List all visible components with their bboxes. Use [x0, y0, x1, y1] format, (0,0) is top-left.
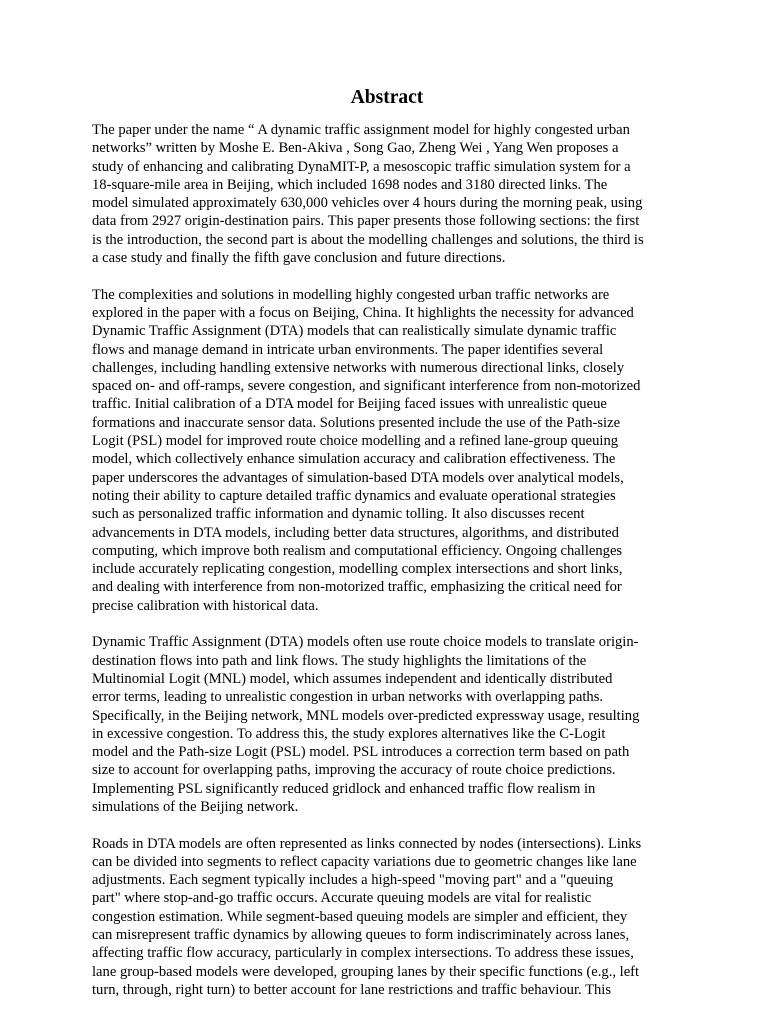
- text-line: congestion estimation. While segment-based queuing models are simpler and efficient, they: [92, 908, 628, 925]
- text-line: advancements in DTA models, including better data structures, algorithms, and distributed: [92, 524, 619, 541]
- text-line: Roads in DTA models are often represented as links connected by nodes (intersections). Links: [92, 835, 642, 852]
- abstract-body: [92, 121, 682, 999]
- text-line: in excessive congestion. To address this, the study explores alternatives like the C-Logit: [92, 725, 606, 742]
- text-line: Dynamic Traffic Assignment (DTA) models that can realistically simulate dynamic traffic: [92, 323, 617, 340]
- text-line: Logit (PSL) model for improved route choice modelling and a refined lane-group queuing: [92, 433, 619, 450]
- text-line: model simulated approximately 630,000 vehicles over 4 hours during the morning peak, using: [92, 195, 643, 212]
- text-line: part" where stop-and-go traffic occurs. Accurate queuing models are vital for realistic: [92, 890, 592, 907]
- text-line: model and the Path-size Logit (PSL) model. PSL introduces a correction term based on path: [92, 744, 630, 761]
- text-line: 18-square-mile area in Beijing, which included 1698 nodes and 3180 directed links. The: [92, 176, 608, 193]
- text-line: study of enhancing and calibrating DynaMIT-P, a mesoscopic traffic simulation system for a: [92, 158, 631, 175]
- text-line: and dealing with interference from non-motorized traffic, emphasizing the critical need for: [92, 579, 622, 596]
- text-line: a case study and finally the fifth gave conclusion and future directions.: [92, 250, 506, 267]
- text-line: turn, through, right turn) to better account for lane restrictions and traffic behaviour. This: [92, 981, 612, 998]
- text-line: data from 2927 origin-destination pairs. This paper presents those following sections: the first: [92, 213, 640, 230]
- text-line: flows and manage demand in intricate urban environments. The paper identifies several: [92, 341, 604, 358]
- paragraph: [92, 835, 682, 1000]
- text-line: simulations of the Beijing network.: [92, 798, 299, 815]
- text-line: The complexities and solutions in modelling highly congested urban traffic networks are: [92, 286, 610, 303]
- text-line: can misrepresent traffic dynamics by allowing queues to form indiscriminately across lanes,: [92, 927, 630, 944]
- text-line: formations and inaccurate sensor data. Solutions presented include the use of the Path-size: [92, 414, 621, 431]
- text-line: networks” written by Moshe E. Ben-Akiva , Song Gao, Zheng Wei , Yang Wen proposes a: [92, 140, 619, 157]
- text-line: such as personalized traffic information and dynamic tolling. It also discusses recent: [92, 506, 585, 523]
- text-line: size to account for overlapping paths, improving the accuracy of route choice predictions.: [92, 762, 616, 779]
- text-line: adjustments. Each segment typically includes a high-speed "moving part" and a "queuing: [92, 872, 614, 889]
- paragraph: [92, 121, 682, 267]
- text-line: lane group-based models were developed, grouping lanes by their specific functions (e.g., left: [92, 963, 640, 980]
- text-line: spaced on- and off-ramps, severe congestion, and significant interference from non-motorized: [92, 378, 641, 395]
- paragraph: [92, 633, 682, 816]
- abstract-title: Abstract: [350, 87, 424, 108]
- text-line: explored in the paper with a focus on Beijing, China. It highlights the necessity for advanced: [92, 304, 634, 321]
- text-line: challenges, including handling extensive networks with numerous directional links, closely: [92, 359, 625, 376]
- text-line: affecting traffic flow accuracy, particularly in complex intersections. To address these issues,: [92, 945, 634, 962]
- text-line: paper underscores the advantages of simulation-based DTA models over analytical models,: [92, 469, 624, 486]
- text-line: is the introduction, the second part is about the modelling challenges and solutions, the third is: [92, 231, 644, 248]
- text-line: error terms, leading to unrealistic congestion in urban networks with overlapping paths.: [92, 689, 604, 706]
- text-line: computing, which improve both realism and computational efficiency. Ongoing challenges: [92, 542, 623, 559]
- text-line: destination flows into path and link flows. The study highlights the limitations of the: [92, 652, 587, 669]
- paragraph: [92, 286, 682, 615]
- document-page: [92, 84, 682, 1018]
- text-line: include accurately replicating congestion, modelling complex intersections and short links,: [92, 561, 623, 578]
- text-line: traffic. Initial calibration of a DTA model for Beijing faced issues with unrealistic queue: [92, 396, 607, 413]
- text-line: Specifically, in the Beijing network, MNL models over-predicted expressway usage, resulting: [92, 707, 640, 724]
- text-line: Multinomial Logit (MNL) model, which assumes independent and identically distributed: [92, 670, 613, 687]
- text-line: precise calibration with historical data.: [92, 597, 319, 614]
- text-line: Dynamic Traffic Assignment (DTA) models often use route choice models to translate origin-: [92, 634, 639, 651]
- text-line: model, which collectively enhance simulation accuracy and calibration effectiveness. The: [92, 451, 616, 468]
- text-line: noting their ability to capture detailed traffic dynamics and evaluate operational strategies: [92, 487, 616, 504]
- text-line: can be divided into segments to reflect capacity variations due to geometric changes like lane: [92, 853, 637, 870]
- text-line: The paper under the name “ A dynamic traffic assignment model for highly congested urban: [92, 122, 630, 138]
- text-line: Implementing PSL significantly reduced gridlock and enhanced traffic flow realism in: [92, 780, 596, 797]
